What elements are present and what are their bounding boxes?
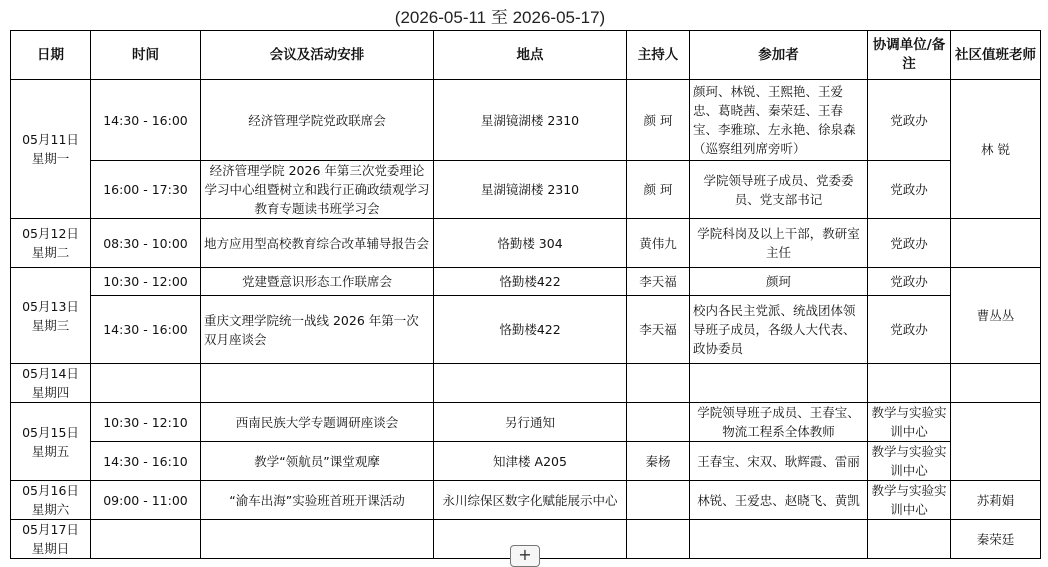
place-cell: 另行通知 (434, 403, 627, 442)
event-cell: 经济管理学院 2026 年第三次党委理论学习中心组暨树立和践行正确政绩观学习教育专题读书班学习会 (201, 161, 434, 219)
host-cell: 李天福 (627, 268, 690, 296)
event-cell: 教学“领航员”课堂观摩 (201, 442, 434, 481)
attendees-cell: 颜珂 (690, 268, 868, 296)
date-cell: 05月16日 星期六 (11, 481, 91, 520)
table-row (11, 268, 1041, 296)
host-cell (627, 481, 690, 520)
host-cell (627, 403, 690, 442)
add-row-button[interactable]: + (510, 545, 540, 567)
coord-cell: 党政办 (868, 268, 951, 296)
schedule-table (10, 30, 1041, 559)
header-event: 会议及活动安排 (201, 31, 434, 80)
place-cell: 知津楼 A205 (434, 442, 627, 481)
header-row (11, 31, 1041, 80)
attendees-cell: 王春宝、宋双、耿辉霞、雷丽 (690, 442, 868, 481)
host-cell: 颜 珂 (627, 80, 690, 161)
table-row (11, 161, 1041, 219)
header-place: 地点 (434, 31, 627, 80)
host-cell: 黄伟九 (627, 219, 690, 268)
table-row (11, 296, 1041, 364)
header-attendees: 参加者 (690, 31, 868, 80)
place-cell: 星湖镜湖楼 2310 (434, 161, 627, 219)
table-row (11, 219, 1041, 268)
date-cell: 05月12日 星期二 (11, 219, 91, 268)
date-cell: 05月13日 星期三 (11, 268, 91, 364)
attendees-cell: 学院领导班子成员、党委委员、党支部书记 (690, 161, 868, 219)
coord-cell: 党政办 (868, 80, 951, 161)
table-row (11, 364, 1041, 403)
event-cell: 西南民族大学专题调研座谈会 (201, 403, 434, 442)
date-cell: 05月11日 星期一 (11, 80, 91, 219)
date-cell: 05月15日 星期五 (11, 403, 91, 481)
time-cell: 14:30 - 16:00 (91, 80, 201, 161)
time-cell: 09:00 - 11:00 (91, 481, 201, 520)
attendees-cell: 学院领导班子成员、王春宝、物流工程系全体教师 (690, 403, 868, 442)
host-cell: 李天福 (627, 296, 690, 364)
header-teacher: 社区值班老师 (951, 31, 1041, 80)
week-range-title: (2026-05-11 至 2026-05-17) (394, 8, 606, 27)
coord-cell: 教学与实验实训中心 (868, 403, 951, 442)
table-row (11, 80, 1041, 161)
place-cell: 恪勤楼 304 (434, 219, 627, 268)
header-coord: 协调单位/备注 (868, 31, 951, 80)
header-date: 日期 (11, 31, 91, 80)
time-cell: 10:30 - 12:00 (91, 268, 201, 296)
coord-cell: 党政办 (868, 161, 951, 219)
coord-cell: 教学与实验实训中心 (868, 442, 951, 481)
coord-cell: 教学与实验实训中心 (868, 481, 951, 520)
attendees-cell: 颜珂、林锐、王熙艳、王爱忠、葛晓茜、秦荣廷、王春宝、李雅琼、左永艳、徐泉森（巡察组列席旁听） (690, 80, 868, 161)
event-cell: “渝车出海”实验班首班开课活动 (201, 481, 434, 520)
header-time: 时间 (91, 31, 201, 80)
teacher-cell (951, 219, 1041, 268)
event-cell: 党建暨意识形态工作联席会 (201, 268, 434, 296)
place-cell: 星湖镜湖楼 2310 (434, 80, 627, 161)
time-cell: 14:30 - 16:10 (91, 442, 201, 481)
table-row (11, 481, 1041, 520)
teacher-cell: 林 锐 (951, 80, 1041, 219)
teacher-cell: 曹丛丛 (951, 268, 1041, 364)
date-cell: 05月14日 星期四 (11, 364, 91, 403)
event-cell: 经济管理学院党政联席会 (201, 80, 434, 161)
table-row (11, 403, 1041, 442)
coord-cell: 党政办 (868, 219, 951, 268)
time-cell: 10:30 - 12:10 (91, 403, 201, 442)
teacher-cell (951, 403, 1041, 481)
coord-cell: 党政办 (868, 296, 951, 364)
table-row (11, 442, 1041, 481)
teacher-cell: 秦荣廷 (951, 520, 1041, 559)
time-cell: 16:00 - 17:30 (91, 161, 201, 219)
header-host: 主持人 (627, 31, 690, 80)
host-cell: 秦杨 (627, 442, 690, 481)
place-cell: 永川综保区数字化赋能展示中心 (434, 481, 627, 520)
place-cell: 恪勤楼422 (434, 296, 627, 364)
place-cell: 恪勤楼422 (434, 268, 627, 296)
teacher-cell: 苏莉娟 (951, 481, 1041, 520)
date-cell: 05月17日 星期日 (11, 520, 91, 559)
event-cell: 地方应用型高校教育综合改革辅导报告会 (201, 219, 434, 268)
attendees-cell: 校内各民主党派、统战团体领导班子成员，各级人大代表、政协委员 (690, 296, 868, 364)
attendees-cell: 林锐、王爱忠、赵晓飞、黄凯 (690, 481, 868, 520)
event-cell: 重庆文理学院统一战线 2026 年第一次双月座谈会 (201, 296, 434, 364)
attendees-cell: 学院科岗及以上干部，教研室主任 (690, 219, 868, 268)
time-cell: 14:30 - 16:00 (91, 296, 201, 364)
time-cell: 08:30 - 10:00 (91, 219, 201, 268)
host-cell: 颜 珂 (627, 161, 690, 219)
